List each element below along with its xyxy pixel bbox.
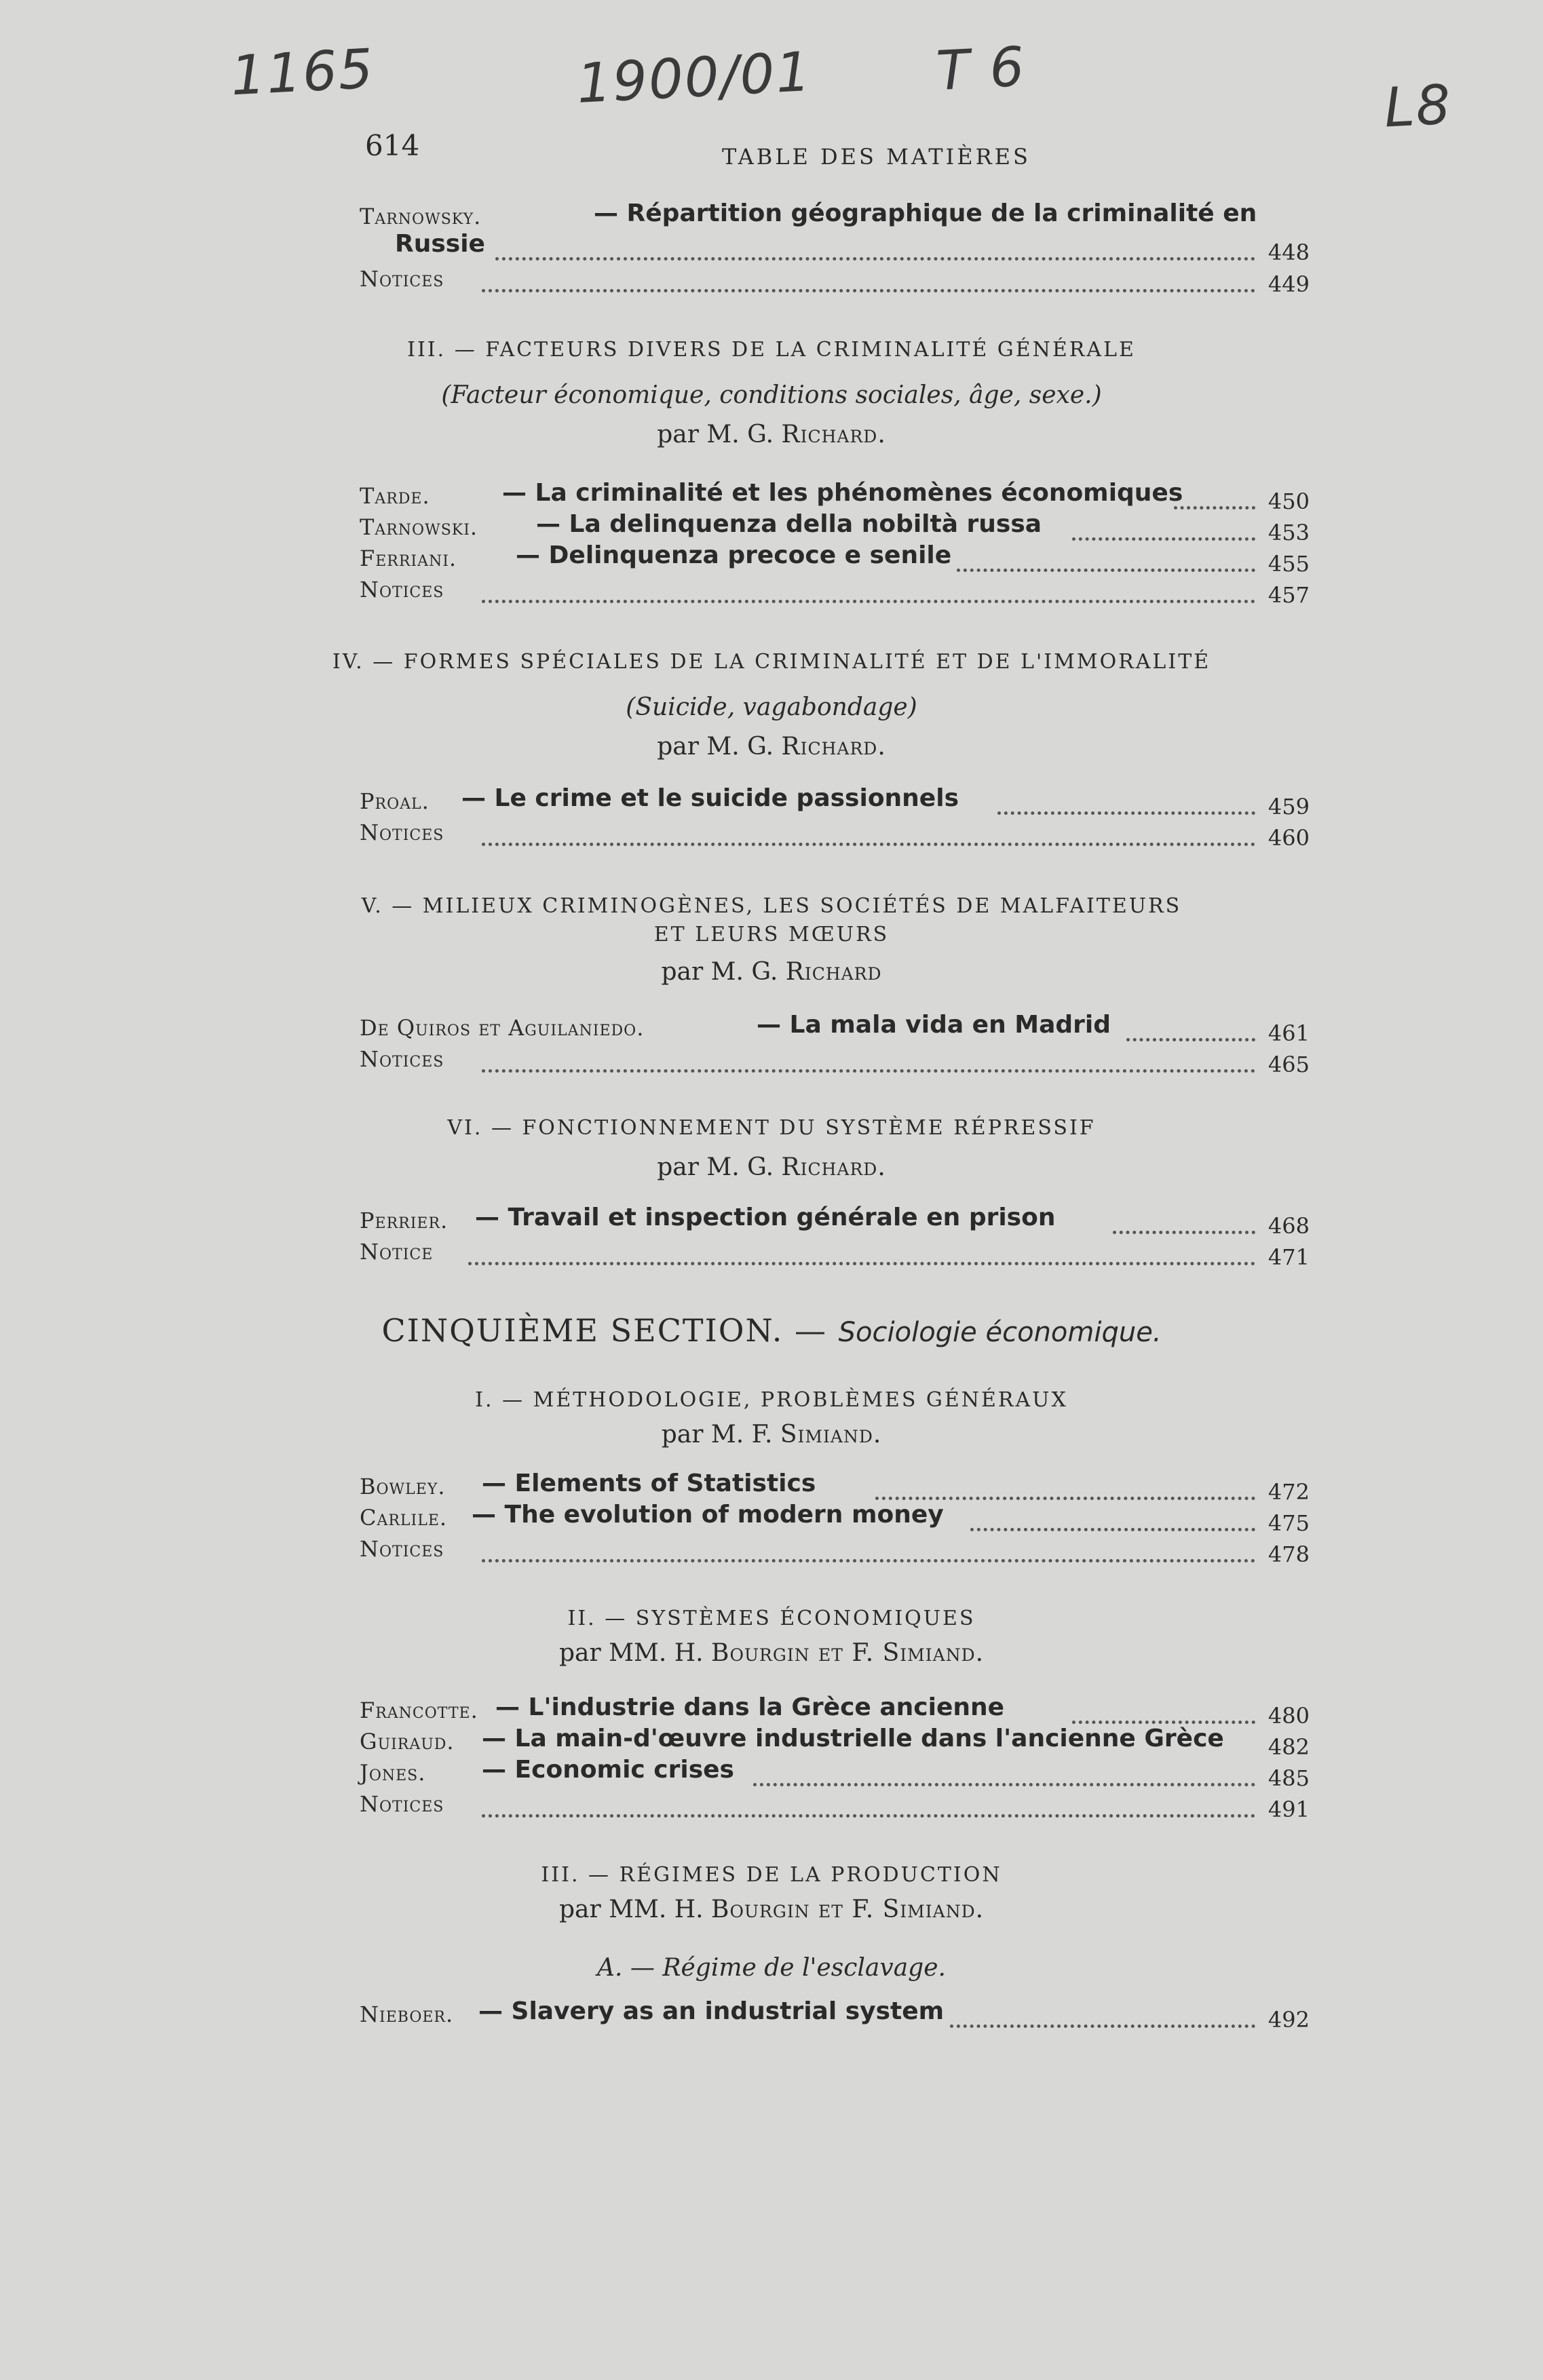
section-heading: V. — MILIEUX CRIMINOGÈNES, LES SOCIÉTÉS DE MALFAITEURS: [361, 894, 1182, 918]
par-name: Richard.: [781, 421, 886, 448]
entry-title: — The evolution of modern money: [472, 1501, 944, 1529]
notices-label: Notices: [360, 820, 444, 845]
dot-leader: [1113, 1231, 1255, 1234]
toc-entry: [360, 784, 1310, 824]
toc-entry-continuation: [360, 230, 1310, 269]
section-author-line: [0, 733, 1543, 761]
entry-author: Bowley.: [360, 1474, 446, 1499]
section-author-line: [0, 1153, 1543, 1181]
dot-leader: [495, 257, 1255, 261]
section-heading: I. — MÉTHODOLOGIE, PROBLÈMES GÉNÉRAUX: [475, 1388, 1068, 1412]
handwritten-mark-4: L8: [1382, 73, 1453, 140]
entry-author: Francotte.: [360, 1697, 478, 1723]
entry-author: Ferriani.: [360, 545, 457, 571]
par-prefix: par M. G.: [657, 421, 774, 448]
entry-title: — Elements of Statistics: [482, 1470, 816, 1497]
section-heading: II. — SYSTÈMES ÉCONOMIQUES: [567, 1607, 976, 1630]
toc-entry: [360, 1501, 1310, 1540]
entry-page: 472: [1268, 1479, 1310, 1505]
entry-page: 475: [1268, 1510, 1310, 1536]
dot-leader: [997, 811, 1255, 815]
dot-leader: [482, 600, 1255, 603]
par-prefix: par M. G.: [661, 958, 778, 986]
notices-page: 471: [1268, 1244, 1310, 1270]
section-subtitle: (Suicide, vagabondage): [626, 693, 917, 721]
entry-title: — Travail et inspection générale en prison: [475, 1204, 1056, 1231]
notices-page: 478: [1268, 1541, 1310, 1567]
entry-author: De Quiros et Aguilaniedo.: [360, 1015, 645, 1041]
dot-leader: [1072, 1721, 1255, 1724]
notices-label: Notices: [360, 266, 444, 292]
entry-page: 455: [1268, 551, 1310, 577]
entry-title: — Répartition géographique de la criminalité en: [594, 199, 1257, 227]
running-head: TABLE DES MATIÈRES: [722, 144, 1031, 170]
section-heading: IV. — FORMES SPÉCIALES DE LA CRIMINALITÉ ET DE L'IMMORALITÉ: [332, 650, 1211, 674]
dot-leader: [1126, 1038, 1255, 1041]
entry-page: 480: [1268, 1703, 1310, 1729]
entry-title: — L'industrie dans la Grèce ancienne: [495, 1693, 1005, 1721]
dot-leader: [468, 1262, 1255, 1265]
dot-leader: [753, 1783, 1255, 1786]
toc-notices: [360, 1536, 1310, 1571]
par-prefix: par M. G.: [657, 733, 774, 761]
toc-notices: [360, 577, 1310, 612]
page-number: 614: [365, 129, 420, 162]
entry-author: Carlile.: [360, 1505, 448, 1531]
section-heading-continued: ET LEURS MŒURS: [653, 923, 890, 946]
entry-page: 453: [1268, 520, 1310, 545]
toc-notices: [360, 1791, 1310, 1826]
section-author-line: [0, 1896, 1543, 1923]
entry-title: — Le crime et le suicide passionnels: [461, 784, 959, 812]
toc-notices: [360, 266, 1310, 301]
toc-notices: [360, 1239, 1310, 1274]
section-author-line: [0, 1421, 1543, 1448]
entry-page: 448: [1268, 239, 1310, 265]
section-author-line: [0, 958, 1543, 986]
entry-page: 492: [1268, 2007, 1310, 2033]
entry-title-continued: Russie: [395, 230, 485, 258]
toc-entry: [360, 1011, 1310, 1050]
entry-author: Tarnowski.: [360, 514, 478, 540]
dot-leader: [482, 843, 1255, 846]
major-heading-text: CINQUIÈME SECTION. —: [381, 1312, 828, 1349]
entry-page: 450: [1268, 488, 1310, 514]
entry-author: Jones.: [360, 1760, 426, 1786]
entry-page: 482: [1268, 1734, 1310, 1760]
handwritten-mark-1: 1165: [229, 37, 376, 108]
notices-page: 460: [1268, 825, 1310, 851]
dot-leader: [1072, 537, 1255, 541]
toc-notices: [360, 1046, 1310, 1081]
dot-leader: [970, 1528, 1255, 1531]
notices-label: Notice: [360, 1239, 434, 1265]
dot-leader: [1174, 506, 1255, 510]
par-prefix: par MM. H.: [558, 1896, 704, 1923]
section-author-line: [0, 421, 1543, 448]
entry-title: — Economic crises: [482, 1756, 734, 1784]
entry-page: 468: [1268, 1213, 1310, 1239]
notices-page: 457: [1268, 582, 1310, 608]
par-name: Richard.: [781, 733, 886, 761]
entry-author: Tarde.: [360, 483, 430, 509]
section-heading: III. — RÉGIMES DE LA PRODUCTION: [541, 1863, 1002, 1887]
entry-page: 459: [1268, 794, 1310, 820]
par-prefix: par M. G.: [657, 1153, 774, 1181]
major-section-heading: [0, 1312, 1543, 1349]
entry-author: Proal.: [360, 788, 430, 814]
entry-author: Perrier.: [360, 1208, 449, 1233]
entry-title: — La main-d'œuvre industrielle dans l'ancienne Grèce: [482, 1725, 1224, 1752]
notices-label: Notices: [360, 1536, 444, 1562]
entry-title: — La criminalité et les phénomènes économiques: [502, 479, 1183, 507]
notices-label: Notices: [360, 1791, 444, 1817]
notices-label: Notices: [360, 1046, 444, 1072]
dot-leader: [482, 1069, 1255, 1073]
par-name: Bourgin et F. Simiand.: [711, 1639, 985, 1667]
par-prefix: par MM. H.: [558, 1639, 704, 1667]
dot-leader: [950, 2024, 1255, 2028]
par-name: Richard: [785, 958, 882, 986]
entry-author: Guiraud.: [360, 1729, 455, 1754]
dot-leader: [957, 569, 1255, 572]
entry-title: — Slavery as an industrial system: [478, 1997, 945, 2025]
toc-entry: [360, 1756, 1310, 1795]
toc-entry: [360, 1204, 1310, 1243]
entry-page: 461: [1268, 1020, 1310, 1046]
section-subtitle: (Facteur économique, conditions sociales, âge, sexe.): [441, 381, 1102, 409]
major-heading-italic: Sociologie économique.: [838, 1317, 1162, 1348]
handwritten-mark-3: T 6: [934, 35, 1027, 103]
notices-label: Notices: [360, 577, 444, 602]
par-name: Bourgin et F. Simiand.: [711, 1896, 985, 1923]
entry-title: — Delinquenza precoce e senile: [516, 541, 952, 569]
toc-entry: [360, 541, 1310, 581]
subsection-heading: A. — Régime de l'esclavage.: [597, 1954, 946, 1982]
handwritten-mark-2: 1900/01: [575, 40, 814, 115]
entry-title: — La delinquenza della nobiltà russa: [536, 510, 1042, 538]
entry-author: Tarnowsky.: [360, 204, 482, 229]
toc-entry: [360, 1997, 1310, 2037]
entry-title: — La mala vida en Madrid: [757, 1011, 1111, 1039]
dot-leader: [482, 1814, 1255, 1818]
toc-notices: [360, 820, 1310, 855]
notices-page: 449: [1268, 271, 1310, 297]
par-name: Simiand.: [780, 1421, 882, 1448]
section-heading: III. — FACTEURS DIVERS DE LA CRIMINALITÉ GÉNÉRALE: [407, 338, 1136, 362]
par-prefix: par M. F.: [661, 1421, 773, 1448]
dot-leader: [482, 289, 1255, 292]
dot-leader: [875, 1497, 1255, 1500]
par-name: Richard.: [781, 1153, 886, 1181]
section-author-line: [0, 1639, 1543, 1667]
notices-page: 465: [1268, 1052, 1310, 1077]
entry-page: 485: [1268, 1765, 1310, 1791]
entry-author: Nieboer.: [360, 2001, 454, 2027]
notices-page: 491: [1268, 1797, 1310, 1822]
section-heading: VI. — FONCTIONNEMENT DU SYSTÈME RÉPRESSIF: [447, 1116, 1096, 1140]
dot-leader: [482, 1559, 1255, 1562]
